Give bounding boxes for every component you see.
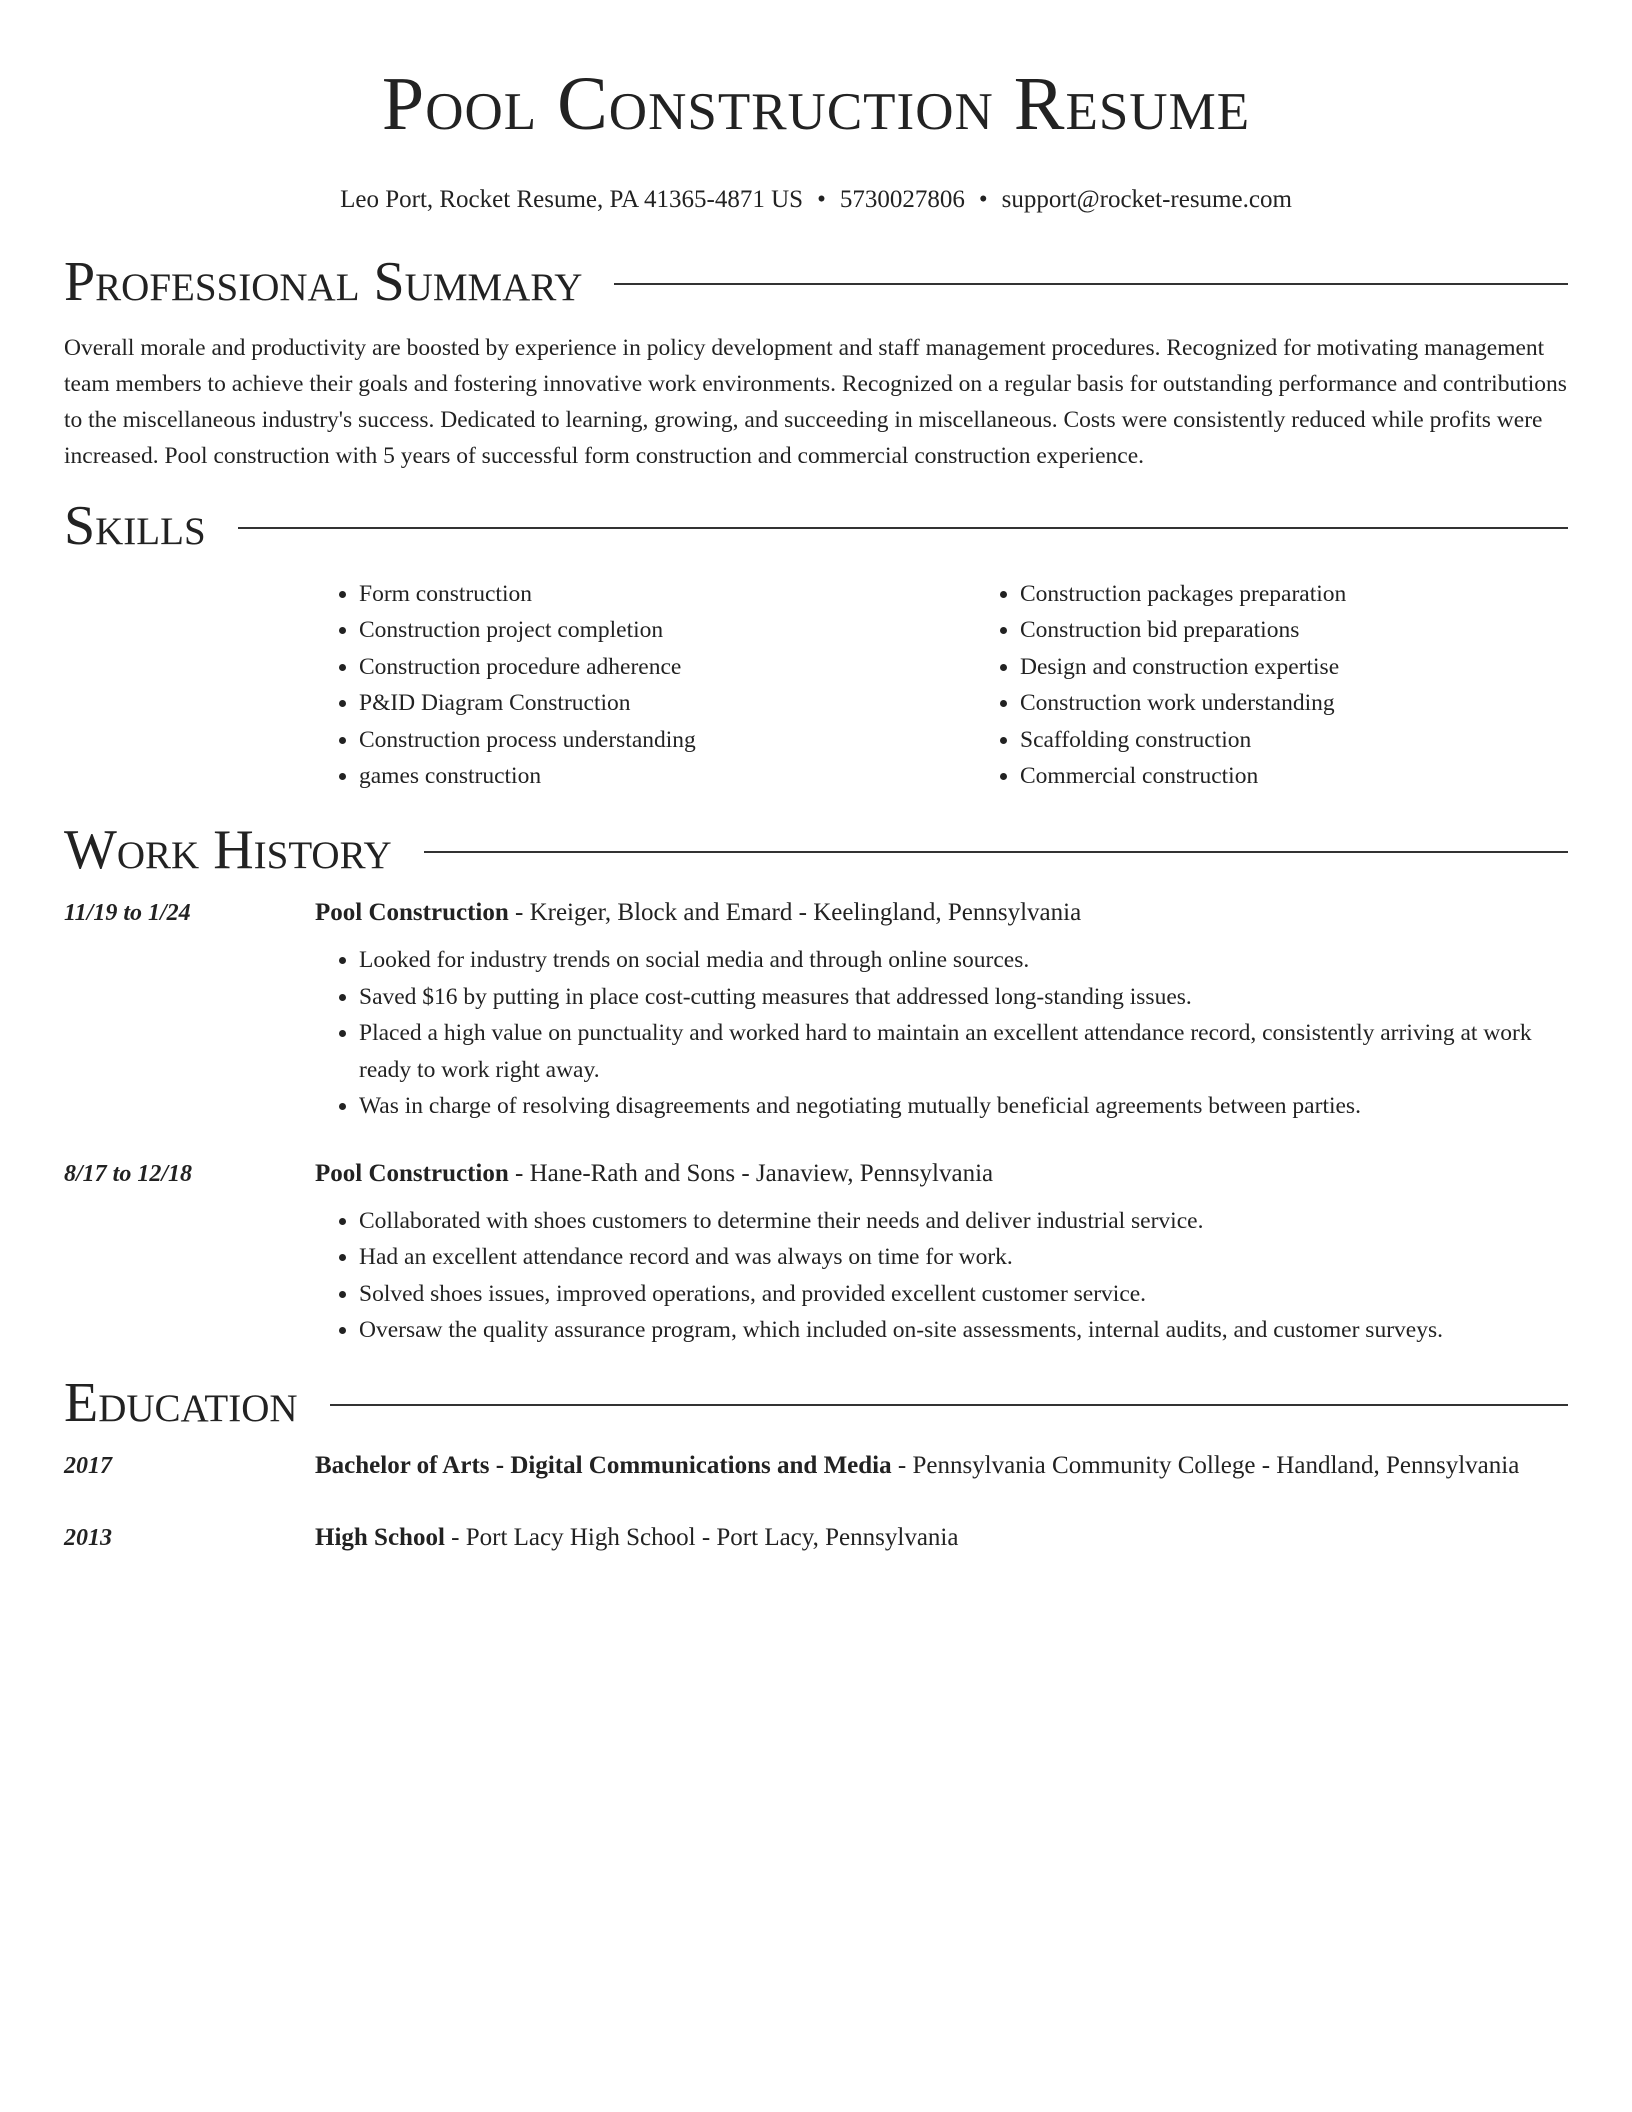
skill-item: • Form construction xyxy=(359,576,976,612)
job-dates: 11/19 to 1/24 xyxy=(64,900,191,927)
education-details: - Port Lacy High School - Port Lacy, Pennsylvania xyxy=(444,1523,959,1551)
job-bullet: • Collaborated with shoes customers to determine their needs and deliver industrial service. xyxy=(359,1203,1568,1240)
contact-line xyxy=(64,184,1568,216)
skill-item: • P&ID Diagram Construction xyxy=(359,685,976,721)
job-bullet: • Oversaw the quality assurance program, which included on-site assessments, internal audits, and customer surveys. xyxy=(359,1312,1568,1349)
education-title: Education xyxy=(64,1371,298,1434)
skill-item: • Construction work understanding xyxy=(1020,685,1632,721)
work-history-title: Work History xyxy=(64,819,392,882)
skills-header xyxy=(64,494,1568,558)
education-entry xyxy=(64,1447,1568,1485)
education-body xyxy=(315,1447,1568,1485)
education-heading xyxy=(315,1447,1568,1485)
skill-item: • Design and construction expertise xyxy=(1020,649,1632,685)
job-entry xyxy=(64,894,1568,1125)
job-bullet: • Solved shoes issues, improved operations, and provided excellent customer service. xyxy=(359,1276,1568,1313)
contact-separator: • xyxy=(817,186,826,213)
work-history-section xyxy=(64,818,1568,1349)
contact-phone: 5730027806 xyxy=(839,186,965,213)
skill-item: • Construction packages preparation xyxy=(1020,576,1632,612)
job-bullet: • Had an excellent attendance record and was always on time for work. xyxy=(359,1239,1568,1276)
skill-item: • Construction process understanding xyxy=(359,722,976,758)
job-entry xyxy=(64,1155,1568,1349)
skill-item: • Construction project completion xyxy=(359,612,976,648)
skill-item: • Scaffolding construction xyxy=(1020,722,1632,758)
education-header xyxy=(64,1371,1568,1435)
job-position: Pool Construction xyxy=(315,899,509,927)
job-bullet: • Looked for industry trends on social media and through online sources. xyxy=(359,942,1568,979)
skills-list-left xyxy=(315,576,976,794)
job-bullet: • Placed a high value on punctuality and worked hard to maintain an excellent attendance record, consistently arriving at work ready to work right away. xyxy=(359,1015,1568,1088)
contact-separator: • xyxy=(978,186,988,213)
education-section xyxy=(64,1371,1568,1557)
job-body xyxy=(315,894,1568,1125)
section-divider xyxy=(424,851,1568,853)
job-dates: 8/17 to 12/18 xyxy=(64,1160,193,1187)
skill-item: • games construction xyxy=(359,758,976,794)
job-bullets xyxy=(315,942,1568,1125)
job-bullet: • Saved $16 by putting in place cost-cutting measures that addressed long-standing issues. xyxy=(359,979,1568,1016)
skills-grid xyxy=(315,576,1568,794)
job-heading xyxy=(315,1155,1568,1193)
job-details: - Kreiger, Block and Emard - Keelingland, Pennsylvania xyxy=(508,899,1082,927)
section-divider xyxy=(614,283,1568,285)
contact-address: Leo Port, Rocket Resume, PA 41365-4871 US xyxy=(340,186,804,213)
skill-item: • Construction bid preparations xyxy=(1020,612,1632,648)
summary-title: Professional Summary xyxy=(64,251,583,313)
education-year: 2013 xyxy=(64,1524,112,1551)
education-degree: High School xyxy=(315,1523,445,1551)
contact-email: support@rocket-resume.com xyxy=(1001,186,1292,213)
job-heading xyxy=(315,894,1568,932)
job-body xyxy=(315,1155,1568,1349)
education-degree: Bachelor of Arts - Digital Communications and Media xyxy=(315,1451,892,1479)
section-divider xyxy=(238,527,1568,529)
job-details: - Hane-Rath and Sons - Janaview, Pennsylvania xyxy=(508,1159,994,1187)
education-heading xyxy=(315,1519,1568,1557)
skills-section xyxy=(64,494,1568,794)
work-history-header xyxy=(64,818,1568,882)
job-bullets xyxy=(315,1203,1568,1349)
education-year: 2017 xyxy=(64,1452,112,1479)
education-details: - Pennsylvania Community College - Handland, Pennsylvania xyxy=(891,1451,1520,1479)
job-bullet: • Was in charge of resolving disagreements and negotiating mutually beneficial agreements between parties. xyxy=(359,1088,1568,1125)
summary-section xyxy=(64,250,1568,474)
resume-title: Pool Construction Resume xyxy=(381,62,1251,146)
job-position: Pool Construction xyxy=(315,1159,509,1187)
education-entry xyxy=(64,1519,1568,1557)
skills-title: Skills xyxy=(64,495,206,557)
section-divider xyxy=(330,1404,1568,1406)
summary-header xyxy=(64,250,1568,314)
skills-list-right xyxy=(976,576,1632,794)
summary-text: Overall morale and productivity are boosted by experience in policy development and staff management procedures. Recognized for motivating management team members to achieve their goals and fostering innovative work environments. Recognized on a regular basis for outstanding performance and contributions to the miscellaneous industry's success. Dedicated to learning, growing, and succeeding in miscellaneous. Costs were consistently reduced while profits were increased. Pool construction with 5 years of successful form construction and commercial construction experience. xyxy=(64,335,1567,469)
education-body xyxy=(315,1519,1568,1557)
skill-item: • Construction procedure adherence xyxy=(359,649,976,685)
skill-item: • Commercial construction xyxy=(1020,758,1632,794)
